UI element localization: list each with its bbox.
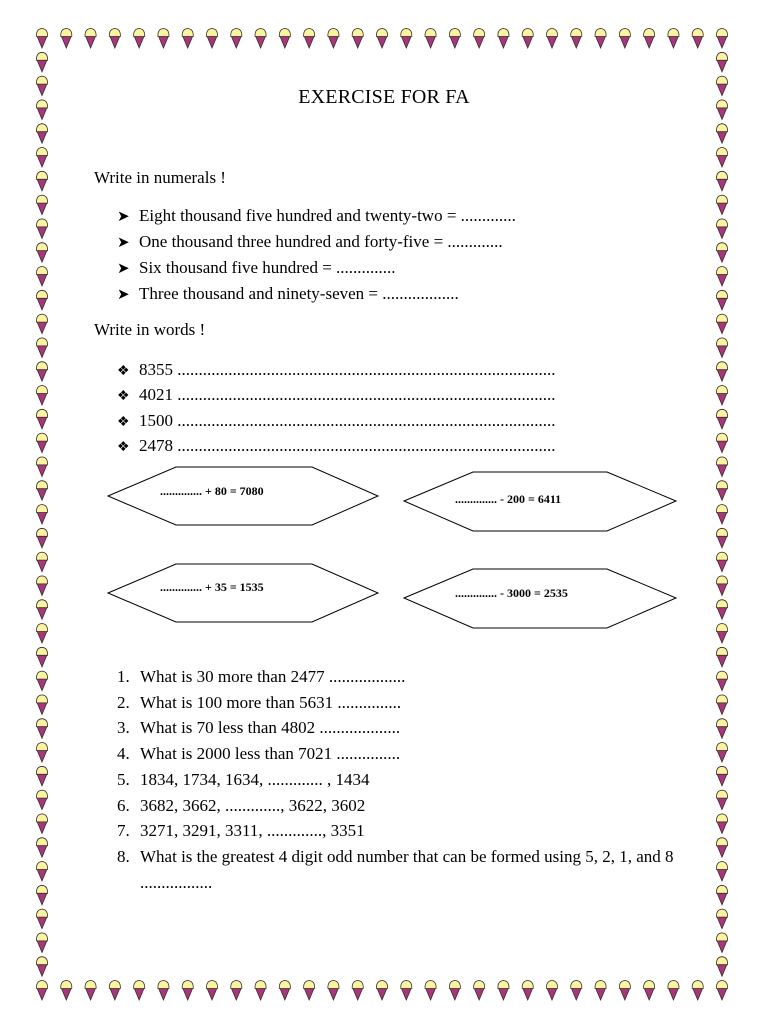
question-number: 2.	[117, 692, 130, 712]
list-item	[117, 690, 710, 716]
question-text: 3271, 3291, 3311, ............., 3351	[140, 821, 365, 841]
numerals-item-text: Three thousand and ninety-seven = ..................	[139, 284, 459, 303]
question-number: 3.	[117, 718, 130, 738]
arrow-bullet-icon: ➤	[117, 287, 130, 303]
arrow-bullet-icon: ➤	[117, 235, 130, 251]
question-text: What is 70 less than 4802 ...................	[140, 718, 401, 738]
equation-hexagon	[108, 564, 378, 622]
words-item-text: 4021 .........................................................................................	[139, 385, 556, 405]
question-text: 1834, 1734, 1634, ............. , 1434	[140, 769, 370, 789]
equation-hexagon	[108, 467, 378, 525]
diamond-bullet-icon: ❖	[117, 364, 130, 379]
list-item	[117, 741, 710, 767]
question-text: What is 30 more than 2477 ..................	[140, 667, 406, 686]
list-item	[117, 844, 710, 895]
list-item	[117, 715, 710, 741]
words-item-text: 8355 .........................................................................................	[139, 360, 556, 379]
equation-hexagon	[404, 569, 676, 628]
words-item-text: 1500 .........................................................................................	[139, 410, 556, 430]
arrow-bullet-icon: ➤	[117, 261, 130, 277]
numerals-item-text: One thousand three hundred and forty-five = .............	[139, 232, 503, 251]
questions-list	[117, 664, 710, 895]
arrow-bullet-icon: ➤	[117, 209, 130, 225]
words-heading: Write in words !	[94, 320, 206, 339]
equation-text: .............. - 3000 = 2535	[455, 586, 568, 600]
list-item	[117, 767, 710, 793]
equation-text: .............. - 200 = 6411	[455, 492, 562, 506]
question-text: What is 100 more than 5631 ...............	[140, 692, 402, 712]
question-text: What is the greatest 4 digit odd number that can be formed using 5, 2, 1, and 8 .................	[140, 846, 674, 892]
question-number: 8.	[117, 846, 130, 866]
question-number: 6.	[117, 795, 130, 815]
question-text: 3682, 3662, ............., 3622, 3602	[140, 795, 366, 815]
question-number: 7.	[117, 821, 130, 841]
list-item	[117, 793, 710, 819]
numerals-item-text: Six thousand five hundred = ..............	[139, 258, 396, 277]
equation-hexagon	[404, 472, 676, 531]
numerals-heading: Write in numerals !	[94, 168, 226, 187]
equation-text: .............. + 35 = 1535	[160, 580, 264, 594]
question-number: 5.	[117, 769, 130, 789]
question-text: What is 2000 less than 7021 ...............	[140, 744, 401, 764]
list-item	[117, 664, 710, 690]
equation-text: .............. + 80 = 7080	[160, 484, 264, 498]
diamond-bullet-icon: ❖	[117, 414, 130, 430]
question-number: 1.	[117, 667, 130, 686]
words-item-text: 2478 .........................................................................................	[139, 435, 556, 455]
page-title: EXERCISE FOR FA	[298, 86, 470, 108]
numerals-item-text: Eight thousand five hundred and twenty-two = .............	[139, 206, 516, 225]
question-number: 4.	[117, 744, 130, 764]
diamond-bullet-icon: ❖	[117, 389, 130, 405]
diamond-bullet-icon: ❖	[117, 439, 130, 455]
list-item	[117, 818, 710, 844]
